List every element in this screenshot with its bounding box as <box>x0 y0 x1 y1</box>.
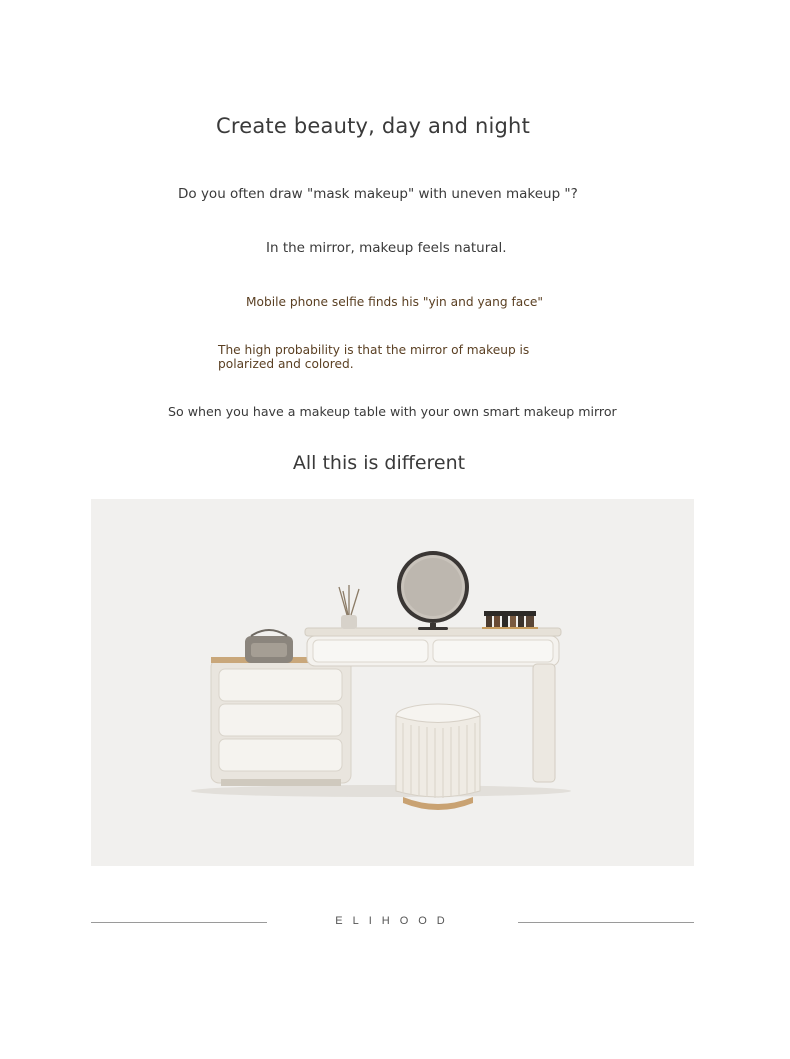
pleated-stool <box>396 704 480 810</box>
reed-diffuser <box>339 585 359 629</box>
footer-rule-right <box>518 922 694 923</box>
copy-line-2: In the mirror, makeup feels natural. <box>266 240 507 256</box>
copy-line-4: The high probability is that the mirror of makeup is polarized and colored. <box>218 343 530 371</box>
brand-wordmark: ELIHOOD <box>335 915 455 927</box>
copy-line-1: Do you often draw "mask makeup" with uneven makeup "? <box>178 186 578 202</box>
product-photo <box>91 499 694 866</box>
copy-line-5: So when you have a makeup table with your own smart makeup mirror <box>168 404 617 419</box>
copy-line-3: Mobile phone selfie finds his "yin and yang face" <box>246 295 544 309</box>
section-subhead: All this is different <box>292 452 466 474</box>
vanity-illustration <box>91 499 694 866</box>
page-headline: Create beauty, day and night <box>216 114 530 138</box>
floor-shadow <box>191 785 571 797</box>
drawer-cabinet <box>211 657 351 786</box>
speaker-object <box>245 630 293 663</box>
cosmetics-row <box>482 611 538 629</box>
round-led-mirror <box>397 551 469 630</box>
